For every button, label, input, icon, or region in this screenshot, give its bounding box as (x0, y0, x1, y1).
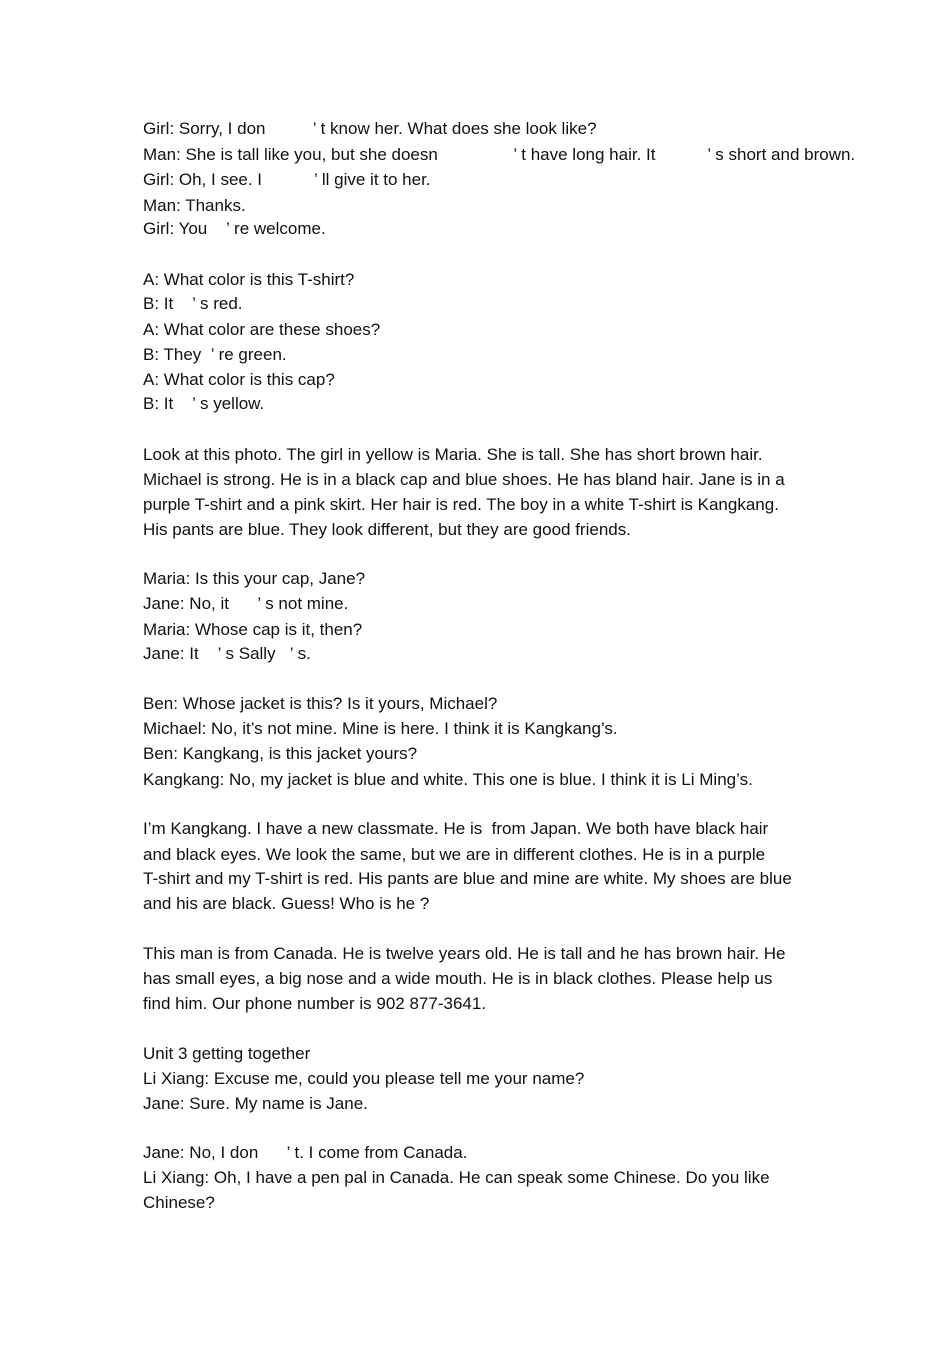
text-line: Jane: It ’ s Sally ’ s. (143, 644, 311, 663)
text-line: His pants are blue. They look different, but they are good friends. (143, 520, 631, 539)
text-line: Look at this photo. The girl in yellow is Maria. She is tall. She has short brown hair. (143, 445, 763, 464)
text-line: I’m Kangkang. I have a new classmate. He is from Japan. We both have black hair (143, 819, 769, 838)
text-line: Michael is strong. He is in a black cap and blue shoes. He has bland hair. Jane is in a (143, 470, 785, 489)
text-line: Ben: Kangkang, is this jacket yours? (143, 744, 418, 763)
text-line: Man: Thanks. (143, 196, 246, 215)
text-line: This man is from Canada. He is twelve years old. He is tall and he has brown hair. He (143, 944, 786, 963)
text-line: Jane: No, I don ’ t. I come from Canada. (143, 1143, 468, 1162)
text-line: Man: She is tall like you, but she doesn ’ t have long hair. It ’ s short and brown. (143, 145, 856, 164)
text-line: Li Xiang: Excuse me, could you please tell me your name? (143, 1069, 585, 1088)
text-line: and his are black. Guess! Who is he ? (143, 894, 430, 913)
text-line: Jane: No, it ’ s not mine. (143, 594, 349, 613)
text-line: Li Xiang: Oh, I have a pen pal in Canada. He can speak some Chinese. Do you like (143, 1168, 770, 1187)
text-line: Girl: Oh, I see. I ’ ll give it to her. (143, 170, 431, 189)
text-line: find him. Our phone number is 902 877-3641. (143, 994, 487, 1013)
text-line: and black eyes. We look the same, but we are in different clothes. He is in a purple (143, 845, 766, 864)
text-line: B: It ’ s red. (143, 294, 243, 313)
text-line: Jane: Sure. My name is Jane. (143, 1094, 368, 1113)
text-line: has small eyes, a big nose and a wide mouth. He is in black clothes. Please help us (143, 969, 773, 988)
text-line: Chinese? (143, 1193, 215, 1212)
text-line: B: It ’ s yellow. (143, 394, 265, 413)
text-line: A: What color are these shoes? (143, 320, 381, 339)
text-line: Ben: Whose jacket is this? Is it yours, Michael? (143, 694, 498, 713)
text-line: Unit 3 getting together (143, 1044, 311, 1063)
text-line: A: What color is this cap? (143, 370, 335, 389)
text-line: Girl: You ’ re welcome. (143, 219, 326, 238)
text-line: Michael: No, it’s not mine. Mine is here. I think it is Kangkang’s. (143, 719, 618, 738)
text-line: Girl: Sorry, I don ’ t know her. What does she look like? (143, 119, 597, 138)
text-line: B: They ’ re green. (143, 345, 287, 364)
text-line: A: What color is this T-shirt? (143, 270, 355, 289)
text-line: T-shirt and my T-shirt is red. His pants are blue and mine are white. My shoes are blue (143, 869, 792, 888)
text-line: Maria: Is this your cap, Jane? (143, 569, 366, 588)
text-line: Maria: Whose cap is it, then? (143, 620, 363, 639)
text-line: purple T-shirt and a pink skirt. Her hair is red. The boy in a white T-shirt is Kangkang. (143, 495, 779, 514)
text-line: Kangkang: No, my jacket is blue and white. This one is blue. I think it is Li Ming’s. (143, 770, 753, 789)
